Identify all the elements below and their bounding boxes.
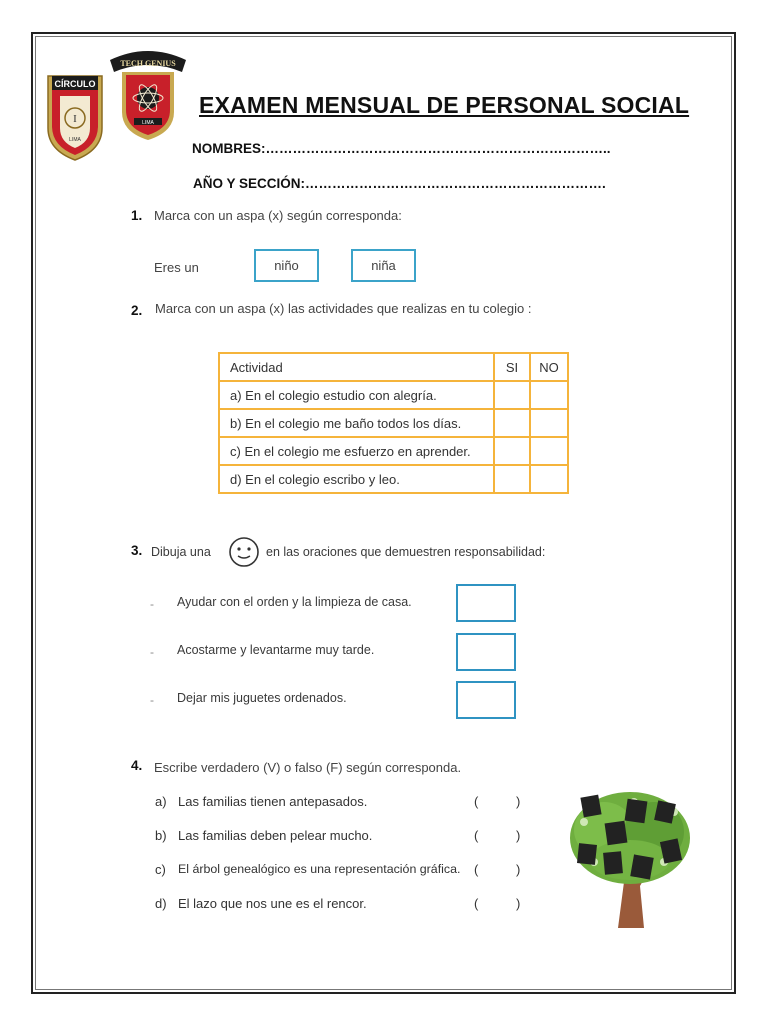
circulo-logo-text: CÍRCULO: [54, 79, 96, 89]
si-checkbox-cell[interactable]: [494, 437, 530, 465]
q2-text: Marca con un aspa (x) las actividades que realizas en tu colegio :: [155, 301, 532, 316]
q3-text-before: Dibuja una: [151, 545, 211, 559]
si-checkbox-cell[interactable]: [494, 465, 530, 493]
table-row: [219, 381, 568, 409]
q4-text: Escribe verdadero (V) o falso (F) según corresponda.: [154, 760, 462, 775]
q4-open-paren: (: [474, 794, 479, 809]
q3-draw-box[interactable]: [456, 584, 516, 622]
q1-number: 1.: [131, 208, 143, 223]
header-actividad: Actividad: [219, 353, 494, 381]
q3-item-text: Ayudar con el orden y la limpieza de casa.: [177, 595, 412, 609]
q4-item-text: El árbol genealógico es una representación gráfica.: [178, 862, 461, 876]
option-nino-box[interactable]: niño: [254, 249, 319, 282]
no-checkbox-cell[interactable]: [530, 409, 568, 437]
q4-item-text: Las familias tienen antepasados.: [178, 794, 368, 809]
q3-text-after: en las oraciones que demuestren responsabilidad:: [266, 545, 546, 559]
exam-title: EXAMEN MENSUAL DE PERSONAL SOCIAL: [199, 92, 690, 118]
table-row: [219, 437, 568, 465]
q4-close-paren: ): [516, 828, 521, 843]
table-row: [219, 465, 568, 493]
activity-cell: b) En el colegio me baño todos los días.: [219, 409, 494, 437]
q3-item-text: Dejar mis juguetes ordenados.: [177, 691, 347, 705]
q4-open-paren: (: [474, 828, 479, 843]
no-checkbox-cell[interactable]: [530, 381, 568, 409]
table-row: [219, 409, 568, 437]
activity-cell: d) En el colegio escribo y leo.: [219, 465, 494, 493]
q2-number: 2.: [131, 303, 143, 318]
q4-number: 4.: [131, 758, 143, 773]
seccion-field[interactable]: AÑO Y SECCIÓN:………………………………………………………….: [193, 176, 606, 191]
header-no: NO: [530, 353, 568, 381]
q4-item-letter: b): [155, 828, 167, 843]
q3-draw-box[interactable]: [456, 681, 516, 719]
si-checkbox-cell[interactable]: [494, 409, 530, 437]
q3-number: 3.: [131, 543, 143, 558]
svg-text:I: I: [73, 113, 77, 125]
q3-dash: -: [150, 693, 154, 707]
q1-text: Marca con un aspa (x) según corresponda:: [154, 208, 402, 223]
q4-item-text: El lazo que nos une es el rencor.: [178, 896, 367, 911]
q3-item-text: Acostarme y levantarme muy tarde.: [177, 643, 375, 657]
q3-draw-box[interactable]: [456, 633, 516, 671]
activity-cell: a) En el colegio estudio con alegría.: [219, 381, 494, 409]
circulo-logo: [44, 66, 106, 162]
q4-item-letter: a): [155, 794, 167, 809]
family-tree-icon: [564, 782, 694, 928]
header-si: SI: [494, 353, 530, 381]
q4-close-paren: ): [516, 896, 521, 911]
q4-open-paren: (: [474, 896, 479, 911]
no-checkbox-cell[interactable]: [530, 437, 568, 465]
smiley-face-icon: [226, 536, 262, 568]
q3-dash: -: [150, 597, 154, 611]
no-checkbox-cell[interactable]: [530, 465, 568, 493]
circulo-logo-sub: LIMA: [69, 137, 81, 143]
q4-close-paren: ): [516, 794, 521, 809]
q4-item-text: Las familias deben pelear mucho.: [178, 828, 373, 843]
tech-genius-banner: TECH GENIUS: [120, 59, 176, 68]
option-nina-box[interactable]: niña: [351, 249, 416, 282]
activities-table: [218, 352, 569, 494]
activity-cell: c) En el colegio me esfuerzo en aprender.: [219, 437, 494, 465]
q4-open-paren: (: [474, 862, 479, 877]
q4-item-letter: c): [155, 862, 166, 877]
q4-item-letter: d): [155, 896, 167, 911]
tech-genius-sub: LIMA: [142, 120, 154, 126]
q1-prompt: Eres un: [154, 260, 199, 275]
q3-dash: -: [150, 645, 154, 659]
nombres-field[interactable]: NOMBRES:…………………………………………………………………..: [192, 141, 611, 156]
q4-close-paren: ): [516, 862, 521, 877]
tech-genius-logo: [102, 46, 194, 142]
table-header-row: [219, 353, 568, 381]
si-checkbox-cell[interactable]: [494, 381, 530, 409]
